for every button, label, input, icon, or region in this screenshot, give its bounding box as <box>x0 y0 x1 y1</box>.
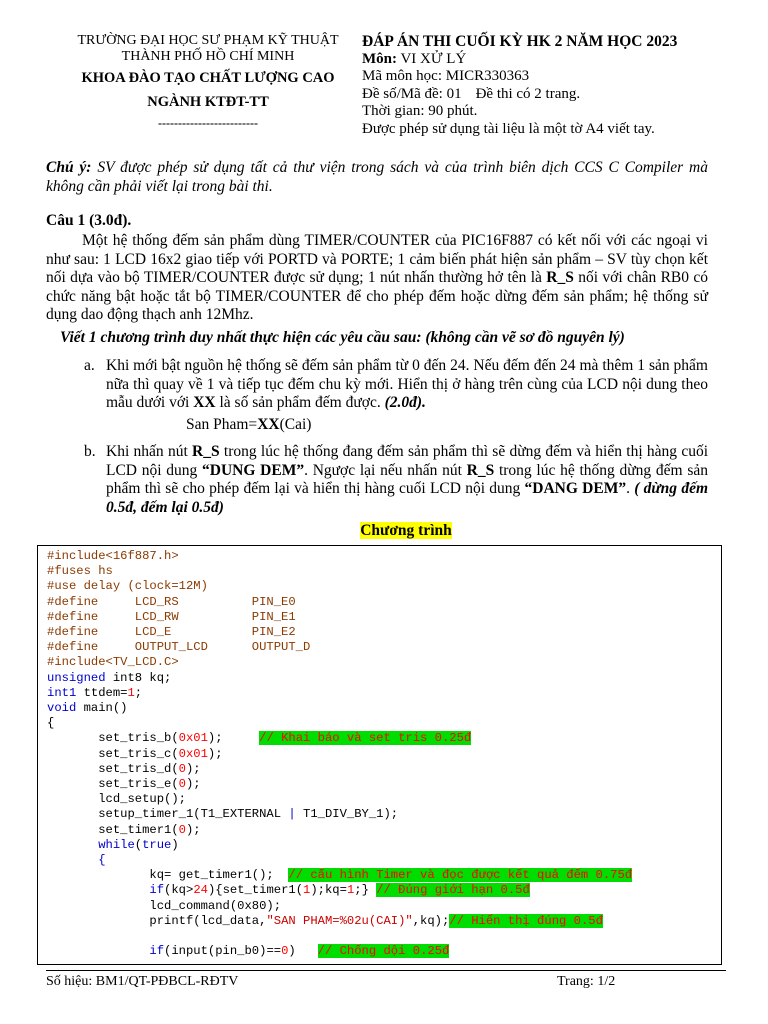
code-kw: if <box>149 944 165 959</box>
footer-page: Trang: 1/2 <box>557 974 616 989</box>
note-label: Chú ý: <box>46 159 92 176</box>
code-line-2: #fuses hs <box>47 564 113 579</box>
item-b-t3: . Ngược lại nếu nhấn nút <box>304 461 467 479</box>
page-count: Đề thi có 2 trang. <box>475 85 581 102</box>
code-kw: if <box>149 883 165 898</box>
code-kw: while <box>98 837 135 852</box>
code-line-5: #define LCD_RW PIN_E1 <box>47 609 296 624</box>
code-text: set_tris_e( <box>98 777 179 792</box>
item-a-bold: XX <box>193 394 216 411</box>
intro-text-2: nối với chân RB0 có chức năng bật hoặc tắt bộ TIMER/COUNTER để cho phép đếm hoặc dừng đếm sản phẩm; hệ thống sử dụng dao động thạch anh 12Mhz. <box>46 269 709 323</box>
code-text: );kq= <box>310 883 347 898</box>
code-kw: unsigned <box>47 670 106 685</box>
item-b-b4: “DANG DEM” <box>524 480 627 497</box>
code-line-17 <box>47 792 186 806</box>
footer-divider <box>46 970 726 971</box>
code-line-15 <box>47 762 201 776</box>
code-line-12: { <box>47 716 55 731</box>
code-text: (kq> <box>164 883 194 898</box>
code-text: main() <box>76 701 128 716</box>
exam-info <box>362 33 677 138</box>
code-text: ); <box>207 731 223 746</box>
code-text: ); <box>185 761 201 776</box>
code-text: ); <box>185 777 201 792</box>
code-num: 0x01 <box>178 746 208 761</box>
code-line-3: #use delay (clock=12M) <box>47 579 208 594</box>
item-b-score: ( dừng đếm 0.5đ, đếm lại 0.5đ) <box>106 480 708 516</box>
item-b-t4: trong lúc hệ thống dừng đếm sản phẩm thì sẽ cho phép đếm lại và hiển thị hàng cuối LCD nội dung <box>106 461 708 497</box>
code-num: 0 <box>178 761 186 776</box>
question-intro <box>46 232 708 325</box>
item-a-text-2: là số sản phẩm đếm được. <box>215 394 385 411</box>
note-text: SV được phép sử dụng tất cả thư viện trong sách và của trình biên dịch CCS C Compiler mà không cần phải viết lại trong bài thi. <box>46 159 708 195</box>
item-a-label: a. <box>84 357 95 374</box>
subject-label: Môn: <box>362 50 397 67</box>
code-line-4: #define LCD_RS PIN_E0 <box>47 594 296 609</box>
code-line-26 <box>47 944 449 958</box>
code-op: | <box>288 807 296 822</box>
code-line-11 <box>47 701 127 715</box>
button-name: R_S <box>546 269 574 286</box>
code-text: T1_DIV_BY_1); <box>295 807 399 822</box>
code-num: 1 <box>127 685 135 700</box>
code-text: ( <box>134 837 143 852</box>
program-title: Chương trình <box>360 522 452 539</box>
allowed-material: Được phép sử dụng tài liệu là một tờ A4 viết tay. <box>362 120 655 137</box>
item-b-label: b. <box>84 443 96 460</box>
footer-doc-code: Số hiệu: BM1/QT-PĐBCL-RĐTV <box>46 974 239 989</box>
header-divider: ------------------------- <box>158 116 258 130</box>
program-title-wrap <box>0 522 768 540</box>
requirement: Viết 1 chương trình duy nhất thực hiện các yêu cầu sau: (không cần vẽ sơ đồ nguyên lý) <box>60 329 625 346</box>
school-name-line2: THÀNH PHỐ HỒ CHÍ MINH <box>121 49 295 64</box>
code-line-16 <box>47 777 201 791</box>
school-header <box>48 33 368 131</box>
item-b-t1: Khi nhấn nút <box>106 443 193 460</box>
sample-bold: XX <box>257 416 280 433</box>
code-num: 0 <box>281 944 289 959</box>
code-line-9 <box>47 671 171 685</box>
exam-code-line <box>362 86 677 104</box>
code-listing <box>47 549 632 959</box>
code-text: ){set_timer1( <box>207 883 304 898</box>
question-title-text: Câu 1 (3.0đ). <box>46 212 132 229</box>
code-num: 0 <box>178 777 186 792</box>
lcd-sample <box>186 416 311 434</box>
code-comment: // Đúng giới hạn 0.5đ <box>376 883 530 898</box>
school-name-line1: TRƯỜNG ĐẠI HỌC SƯ PHẠM KỸ THUẬT <box>77 33 339 48</box>
subject-line <box>362 51 677 69</box>
duration: Thời gian: 90 phút. <box>362 103 478 119</box>
code-text: kq= get_timer1(); <box>149 868 289 883</box>
subject-value: VI XỬ LÝ <box>397 50 467 67</box>
note <box>46 159 708 196</box>
code-text: ,kq); <box>412 913 450 928</box>
item-b-t5: . <box>626 480 635 497</box>
code-kw: true <box>142 837 172 852</box>
code-text: ) <box>288 944 318 959</box>
exam-code: Đề số/Mã đề: 01 <box>362 85 462 102</box>
code-line-14 <box>47 747 223 761</box>
course-code: Mã môn học: MICR330363 <box>362 68 530 84</box>
code-line-20 <box>47 838 179 852</box>
item-b-b2: “DUNG DEM” <box>202 461 305 479</box>
code-line-19 <box>47 823 201 837</box>
code-line-8: #include<TV_LCD.C> <box>47 655 179 670</box>
code-comment: // Hiển thị đúng 0.5đ <box>449 913 603 928</box>
code-num: 1 <box>303 883 311 898</box>
item-b-b3: R_S <box>466 461 495 479</box>
code-line-25 <box>47 914 603 928</box>
item-b-text <box>106 443 708 517</box>
item-a-text <box>106 357 708 413</box>
code-line-6: #define LCD_E PIN_E2 <box>47 625 296 640</box>
code-line-13 <box>47 731 471 745</box>
code-comment: // Khai báo và set tris 0.25đ <box>259 731 472 746</box>
code-text: int8 kq; <box>105 670 172 685</box>
code-text: { <box>98 853 106 868</box>
code-line-23 <box>47 883 530 897</box>
code-num: 0 <box>178 822 186 837</box>
code-line-1: #include<16f887.h> <box>47 549 179 563</box>
code-string: "SAN PHAM=%02u(CAI)" <box>266 913 413 928</box>
code-num: 24 <box>193 883 208 898</box>
code-text: printf(lcd_data, <box>149 913 267 928</box>
intro-text-1: Một hệ thống đếm sản phẩm dùng TIMER/COUNTER của PIC16F887 có kết nối với các ngoại vi như sau: 1 LCD 16x2 giao tiếp với PORTD và PORTE; 1 cảm biến phát hiện sản phẩm – SV tùy chọn kết nối dựa vào bộ TIMER/COUNTER được sử dụng; 1 nút nhấn thường hở tên là <box>46 232 708 286</box>
code-line-21 <box>47 853 106 867</box>
code-comment: // Chống dội 0.25đ <box>317 944 450 959</box>
sample-post: (Cai) <box>279 416 312 433</box>
code-kw: void <box>47 701 77 716</box>
code-text: set_tris_c( <box>98 746 179 761</box>
code-text: lcd_setup(); <box>98 792 186 807</box>
code-text: set_tris_b( <box>98 731 179 746</box>
code-text: ); <box>207 746 223 761</box>
item-a-score: (2.0đ). <box>384 394 426 411</box>
code-text: ttdem= <box>76 685 128 700</box>
code-text: ;} <box>354 883 377 898</box>
code-text: set_timer1( <box>98 822 179 837</box>
faculty-name: KHOA ĐÀO TẠO CHẤT LƯỢNG CAO <box>81 70 335 86</box>
code-kw: int1 <box>47 685 77 700</box>
code-line-18 <box>47 807 398 821</box>
code-text: ); <box>185 822 201 837</box>
code-line-24 <box>47 899 281 913</box>
code-line-10 <box>47 686 142 700</box>
exam-title: ĐÁP ÁN THI CUỐI KỲ HK 2 NĂM HỌC 2023 <box>362 33 678 50</box>
code-num: 1 <box>346 883 355 898</box>
item-b-t2: trong lúc hệ thống đang đếm sản phẩm thì sẽ dừng đếm và hiển thị hàng cuối LCD nội dung <box>106 443 708 479</box>
item-a-text-1: Khi mới bật nguồn hệ thống sẽ đếm sản phẩm từ 0 đến 24. Nếu đếm đến 24 mà thêm 1 sản phẩm nữa thì quay về 1 và tiếp tục đếm chu kỳ mới. Hiển thị ở hàng trên cùng của LCD nội dung theo mẫu dưới với <box>106 357 708 411</box>
major-name: NGÀNH KTĐT-TT <box>147 94 269 110</box>
code-text: set_tris_d( <box>98 761 179 776</box>
code-num: 0x01 <box>178 731 208 746</box>
sample-pre: San Pham= <box>186 416 258 433</box>
code-text: ) <box>171 837 179 852</box>
question-title <box>46 212 131 230</box>
code-text: (input(pin_b0)== <box>164 944 282 959</box>
code-text: lcd_command(0x80); <box>149 898 282 913</box>
code-text: setup_timer_1(T1_EXTERNAL <box>98 807 289 822</box>
code-text: ; <box>134 685 143 700</box>
code-comment: // cấu hình Timer và đọc được kết quả đếm 0.75đ <box>288 868 633 883</box>
code-line-7: #define OUTPUT_LCD OUTPUT_D <box>47 640 311 655</box>
item-b-b1: R_S <box>192 443 220 460</box>
code-line-22 <box>47 868 632 882</box>
